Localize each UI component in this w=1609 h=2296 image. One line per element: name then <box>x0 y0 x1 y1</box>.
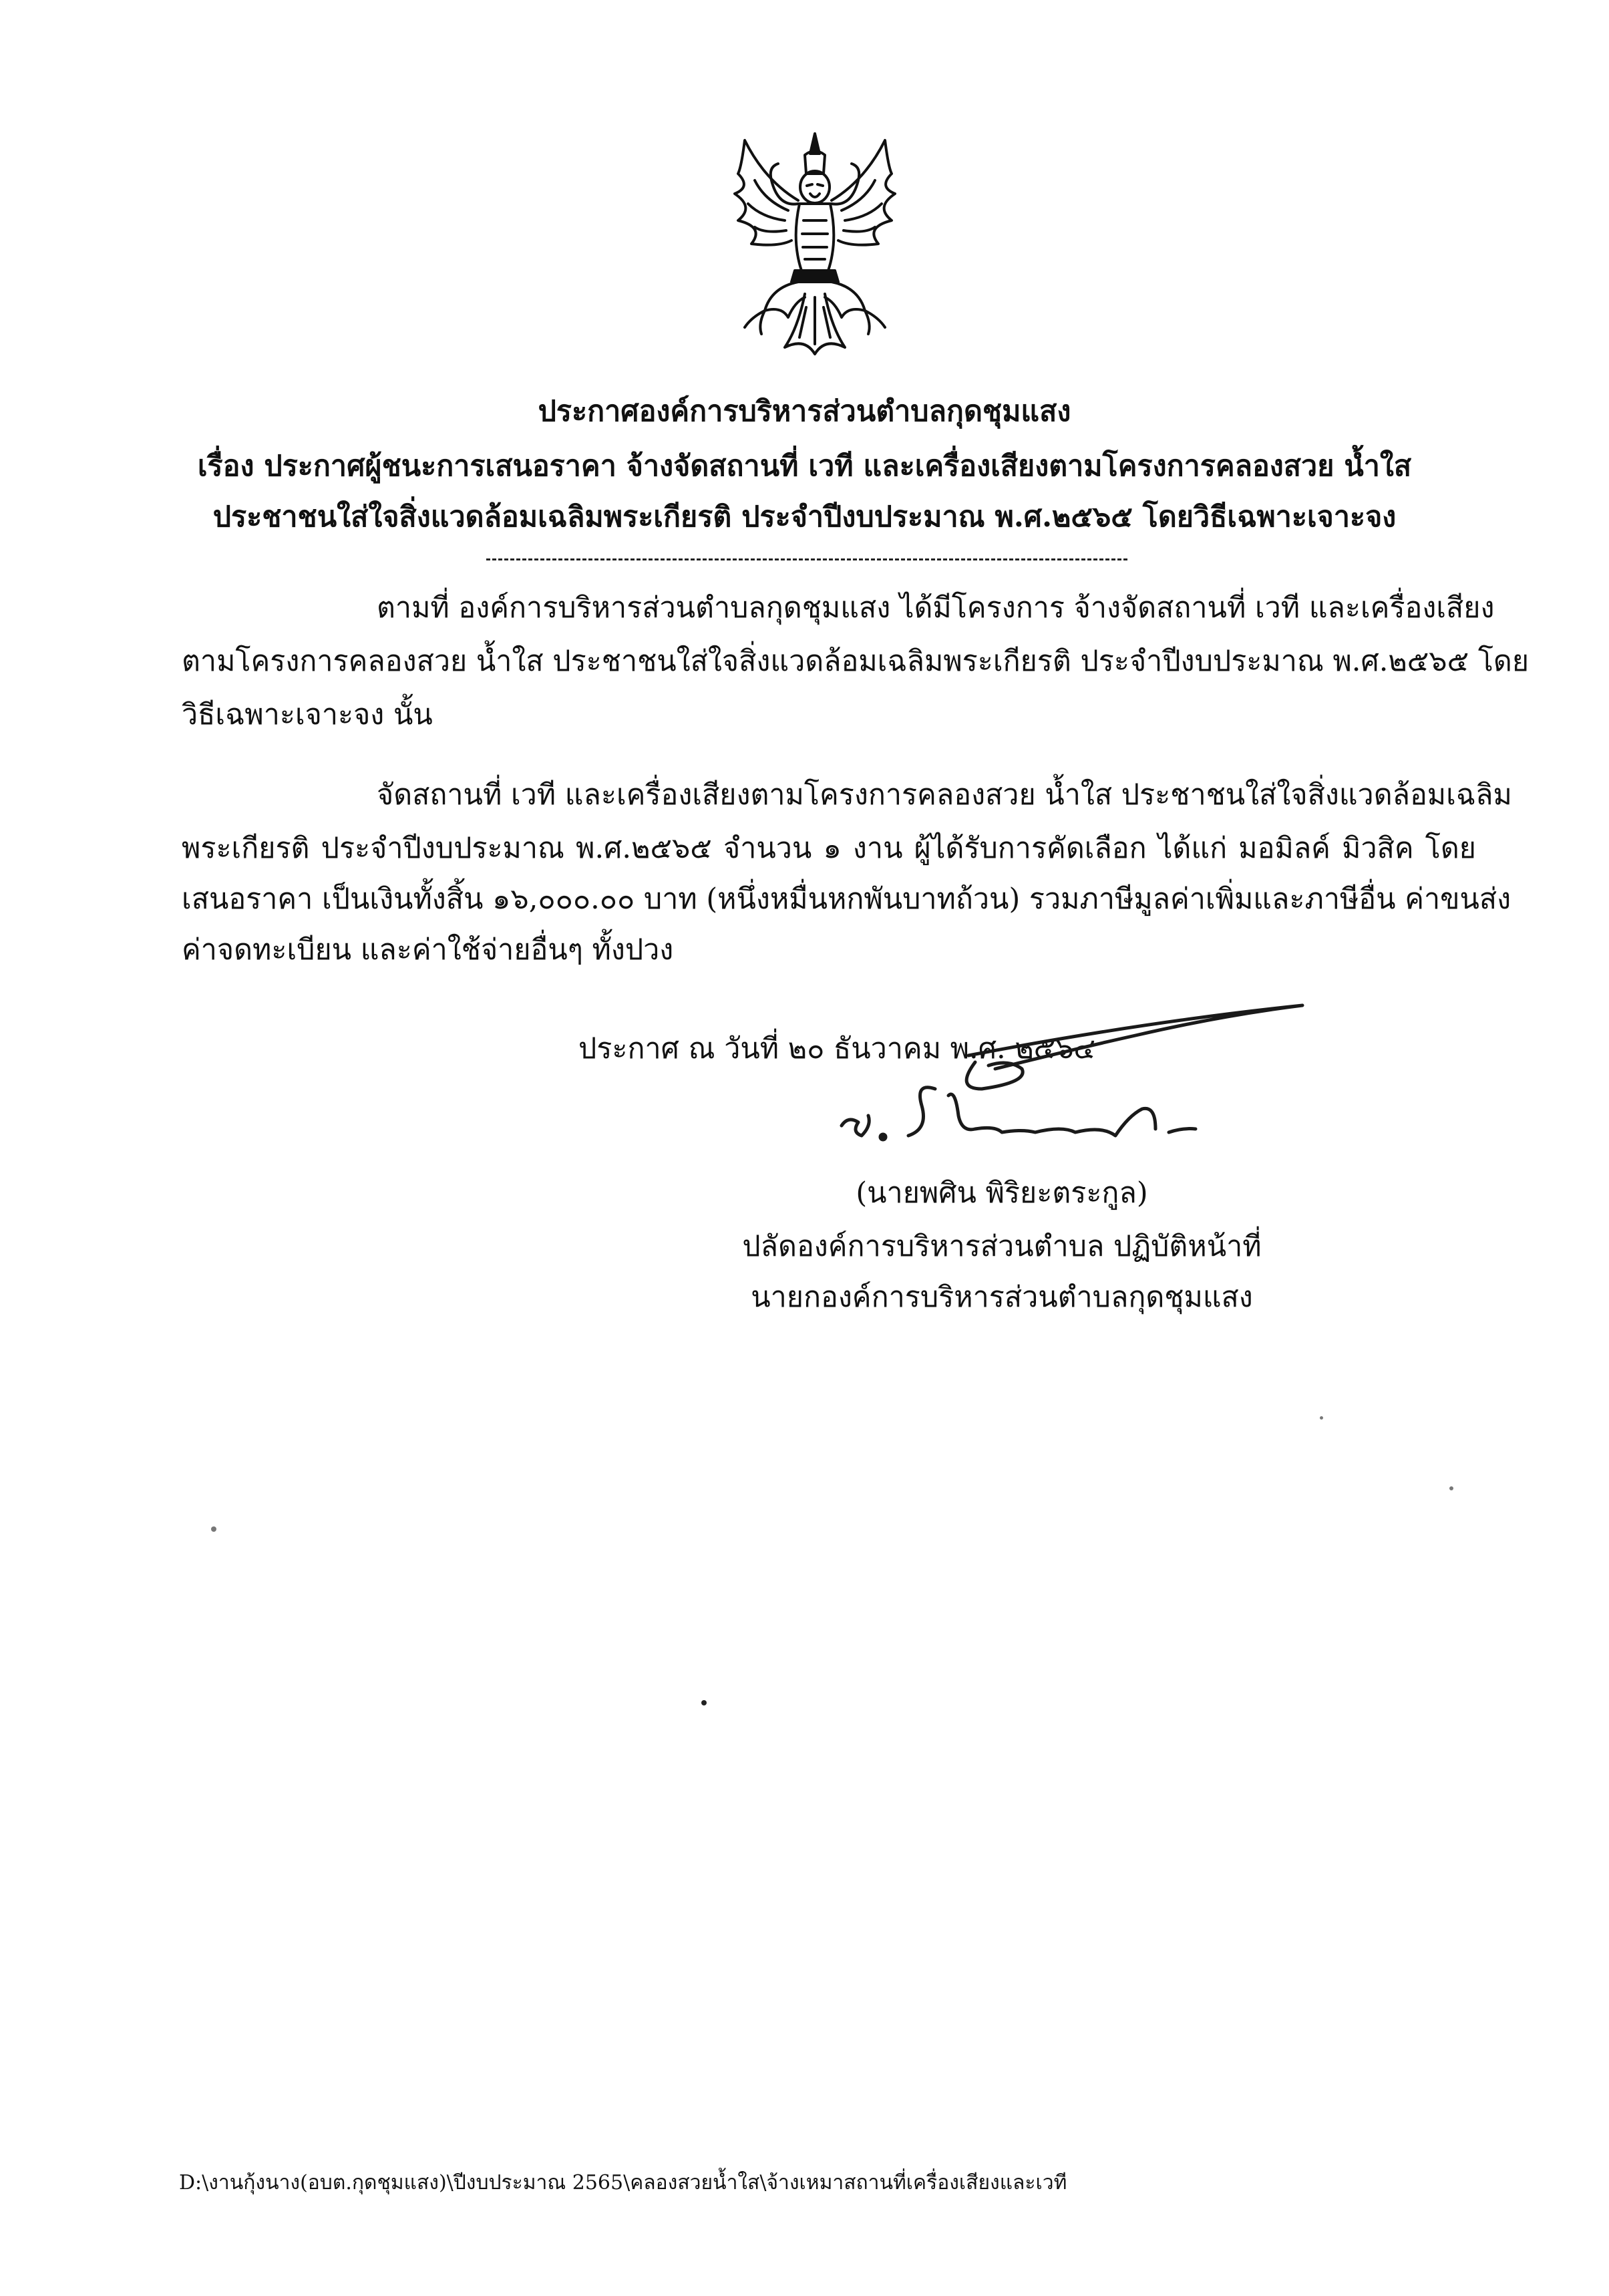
header-divider <box>486 558 1127 560</box>
handwritten-signature <box>822 995 1329 1162</box>
scan-speck <box>1449 1486 1453 1490</box>
signatory-name: (นายพศิน พิริยะตระกูล) <box>856 1176 1148 1210</box>
garuda-emblem <box>725 127 905 361</box>
para1-line2: ตามโครงการคลองสวย น้ำใส ประชาชนใส่ใจสิ่งแวดล้อมเฉลิมพระเกียรติ ประจำปีงบประมาณ พ.ศ.๒๕๖๕ โดย <box>182 645 1530 678</box>
para2-line2: พระเกียรติ ประจำปีงบประมาณ พ.ศ.๒๕๖๕ จำนวน ๑ งาน ผู้ได้รับการคัดเลือก ได้แก่ มอมิลค์ มิวสิค โดย <box>182 832 1476 865</box>
signatory-position1: ปลัดองค์การบริหารส่วนตำบล ปฏิบัติหน้าที่ <box>742 1230 1262 1263</box>
para1-line3: วิธีเฉพาะเจาะจง นั้น <box>182 698 433 731</box>
para1-line1: ตามที่ องค์การบริหารส่วนตำบลกุดชุมแสง ได้มีโครงการ จ้างจัดสถานที่ เวที และเครื่องเสียง <box>377 591 1495 625</box>
header-subject-line1: เรื่อง ประกาศผู้ชนะการเสนอราคา จ้างจัดสถานที่ เวที และเครื่องเสียงตามโครงการคลองสวย น้ำใส <box>197 450 1412 483</box>
signatory-position2: นายกองค์การบริหารส่วนตำบลกุดชุมแสง <box>751 1281 1253 1314</box>
para2-line1: จัดสถานที่ เวที และเครื่องเสียงตามโครงการคลองสวย น้ำใส ประชาชนใส่ใจสิ่งแวดล้อมเฉลิม <box>377 778 1512 812</box>
scan-speck <box>701 1700 707 1705</box>
footer-file-path: D:\งานกุ้งนาง(อบต.กุดชุมแสง)\ปีงบประมาณ 2565\คลองสวยน้ำใส\จ้างเหมาสถานที่เครื่องเสียงและเวที <box>179 2171 1067 2194</box>
para2-line3: เสนอราคา เป็นเงินทั้งสิ้น ๑๖,๐๐๐.๐๐ บาท (หนึ่งหมื่นหกพันบาทถ้วน) รวมภาษีมูลค่าเพิ่มและภาษีอื่น ค่าขนส่ง <box>182 882 1511 916</box>
header-subject-line2: ประชาชนใส่ใจสิ่งแวดล้อมเฉลิมพระเกียรติ ประจำปีงบประมาณ พ.ศ.๒๕๖๕ โดยวิธีเฉพาะเจาะจง <box>212 500 1397 534</box>
para2-line4: ค่าจดทะเบียน และค่าใช้จ่ายอื่นๆ ทั้งปวง <box>182 933 674 967</box>
scan-speck <box>211 1526 216 1532</box>
scan-speck <box>1320 1416 1323 1420</box>
header-title: ประกาศองค์การบริหารส่วนตำบลกุดชุมแสง <box>538 395 1071 428</box>
announcement-date: ประกาศ ณ วันที่ ๒๐ ธันวาคม พ.ศ. ๒๕๖๔ <box>578 1032 1096 1065</box>
